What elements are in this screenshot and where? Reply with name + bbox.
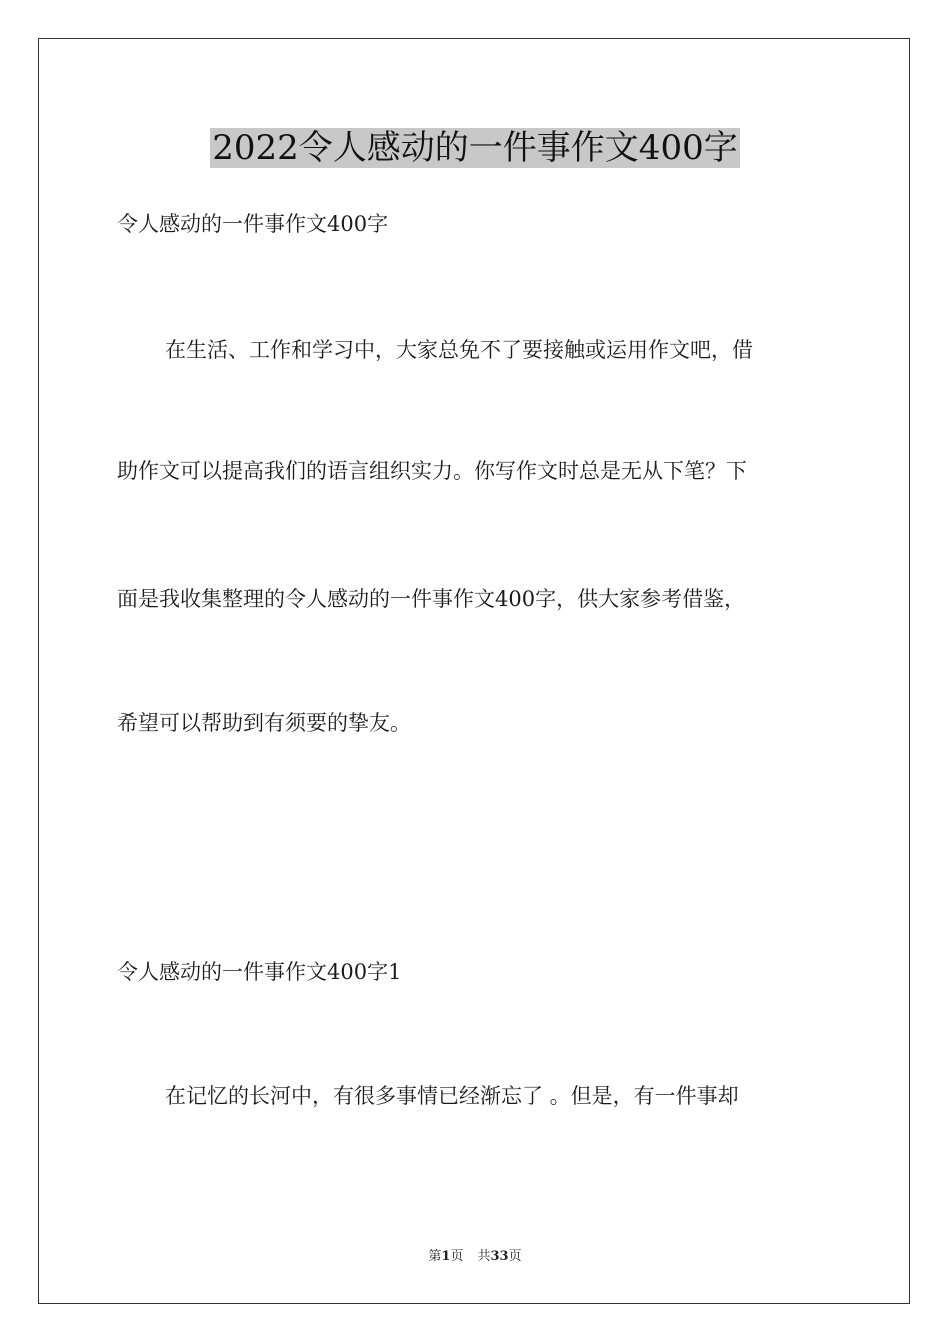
intro-line-1: 在生活、工作和学习中，大家总免不了要接触或运用作文吧，借 bbox=[165, 338, 753, 362]
section-heading: 令人感动的一件事作文400字1 bbox=[117, 960, 402, 984]
footer-page-suffix: 页 bbox=[450, 1249, 464, 1264]
document-subtitle: 令人感动的一件事作文400字 bbox=[117, 212, 389, 236]
footer-page-current: 1 bbox=[441, 1249, 451, 1264]
document-title: 2022令人感动的一件事作文400字 bbox=[212, 128, 738, 168]
section-line-1: 在记忆的长河中，有很多事情已经渐忘了 。但是，有一件事却 bbox=[165, 1084, 739, 1108]
footer-total-suffix: 页 bbox=[508, 1249, 522, 1264]
footer-total-prefix: 共 bbox=[477, 1249, 491, 1264]
intro-line-4: 希望可以帮助到有须要的挚友。 bbox=[117, 711, 411, 735]
footer-page-total: 33 bbox=[490, 1249, 509, 1264]
footer-page-prefix: 第 bbox=[428, 1249, 442, 1264]
title-container bbox=[0, 128, 950, 168]
intro-line-2: 助作文可以提高我们的语言组织实力。你写作文时总是无从下笔？下 bbox=[117, 459, 747, 483]
intro-line-3: 面是我收集整理的令人感动的一件事作文400字，供大家参考借鉴， bbox=[117, 587, 746, 611]
page-footer bbox=[0, 1248, 950, 1266]
